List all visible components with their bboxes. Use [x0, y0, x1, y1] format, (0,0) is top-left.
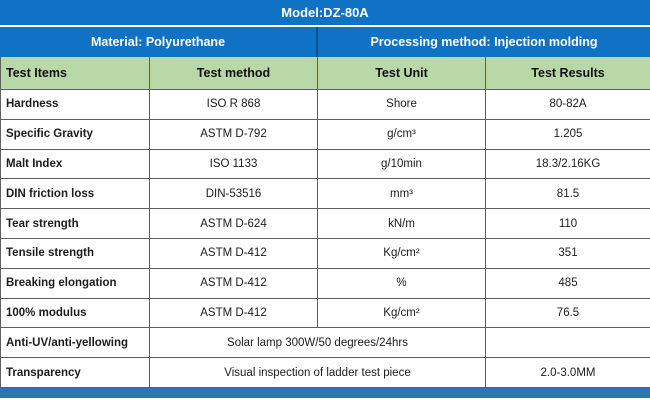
cell-result: 351	[486, 239, 650, 269]
column-header-test-method: Test method	[150, 57, 318, 89]
table-row-malt-index	[0, 150, 650, 180]
footer-accent-bar	[0, 388, 650, 398]
cell-method: ISO R 868	[150, 90, 318, 120]
cell-item: Hardness	[0, 90, 150, 120]
cell-unit: Kg/cm²	[318, 239, 486, 269]
cell-item: Breaking elongation	[0, 269, 150, 299]
cell-method: ISO 1133	[150, 150, 318, 180]
model-title-bar	[0, 0, 650, 27]
cell-unit: %	[318, 269, 486, 299]
cell-result: 18.3/2.16KG	[486, 150, 650, 180]
cell-result: 485	[486, 269, 650, 299]
table-row-hardness	[0, 90, 650, 120]
cell-item: Anti-UV/anti-yellowing	[0, 328, 150, 358]
cell-unit: Shore	[318, 90, 486, 120]
cell-result: 1.205	[486, 120, 650, 150]
table-row-tensile-strength	[0, 239, 650, 269]
cell-result	[486, 328, 650, 358]
table-row-din-friction-loss	[0, 179, 650, 209]
cell-method: ASTM D-624	[150, 209, 318, 239]
cell-method: Visual inspection of ladder test piece	[150, 358, 486, 388]
cell-unit: g/cm³	[318, 120, 486, 150]
column-header-test-results: Test Results	[531, 66, 605, 80]
cell-method: ASTM D-792	[150, 120, 318, 150]
table-body	[0, 90, 650, 388]
table-row-specific-gravity	[0, 120, 650, 150]
table-row-100-modulus	[0, 299, 650, 329]
column-header-test-items: Test Items	[0, 57, 150, 89]
cell-method: DIN-53516	[150, 179, 318, 209]
cell-method: Solar lamp 300W/50 degrees/24hrs	[150, 328, 486, 358]
model-title: Model:DZ-80A	[281, 5, 369, 20]
cell-item: DIN friction loss	[0, 179, 150, 209]
cell-item: Transparency	[0, 358, 150, 388]
table-row-breaking-elongation	[0, 269, 650, 299]
cell-unit: kN/m	[318, 209, 486, 239]
column-header-test-unit: Test Unit	[318, 57, 486, 89]
cell-item: 100% modulus	[0, 299, 150, 329]
cell-result: 110	[486, 209, 650, 239]
processing-method-label: Processing method: Injection molding	[370, 35, 598, 49]
cell-unit: Kg/cm²	[318, 299, 486, 329]
cell-result: 80-82A	[486, 90, 650, 120]
cell-unit: g/10min	[318, 150, 486, 180]
cell-item: Tear strength	[0, 209, 150, 239]
cell-item: Specific Gravity	[0, 120, 150, 150]
table-row-tear-strength	[0, 209, 650, 239]
cell-method: ASTM D-412	[150, 299, 318, 329]
cell-result: 2.0-3.0MM	[486, 358, 650, 388]
cell-result: 76.5	[486, 299, 650, 329]
table-row-transparency	[0, 358, 650, 388]
cell-result: 81.5	[486, 179, 650, 209]
material-header-bar	[0, 27, 650, 57]
cell-item: Malt Index	[0, 150, 150, 180]
cell-item: Tensile strength	[0, 239, 150, 269]
cell-method: ASTM D-412	[150, 239, 318, 269]
table-header-row	[0, 57, 650, 90]
cell-unit: mm³	[318, 179, 486, 209]
material-label: Material: Polyurethane	[0, 27, 318, 57]
table-row-anti-uv	[0, 328, 650, 358]
cell-method: ASTM D-412	[150, 269, 318, 299]
